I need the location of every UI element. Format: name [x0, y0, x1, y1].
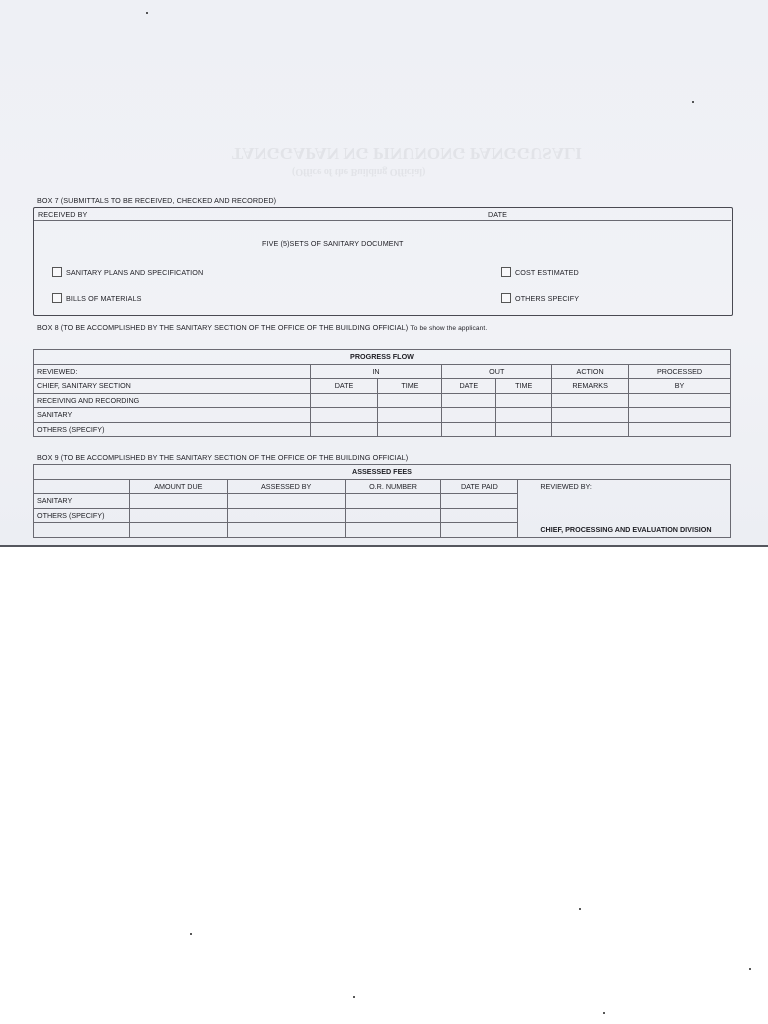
speck	[579, 908, 581, 910]
out-time-cell[interactable]	[496, 393, 552, 408]
table-row	[34, 422, 731, 437]
five-sets-label: FIVE (5)SETS OF SANITARY DOCUMENT	[262, 239, 404, 248]
cost-estimated-checkbox[interactable]	[501, 267, 511, 277]
or-number-cell[interactable]	[345, 494, 441, 509]
sanitary-plans-checkbox[interactable]	[52, 267, 62, 277]
out-date-cell[interactable]	[442, 393, 496, 408]
out-time-cell[interactable]	[496, 422, 552, 437]
row-label: OTHERS (SPECIFY)	[34, 422, 311, 437]
bills-of-materials-checkbox[interactable]	[52, 293, 62, 303]
processed-by-cell[interactable]	[629, 408, 731, 423]
assessed-fees-table	[33, 464, 731, 538]
sanitary-plans-label: SANITARY PLANS AND SPECIFICATION	[66, 268, 204, 277]
in-date-cell[interactable]	[310, 422, 378, 437]
reviewed-by-label: REVIEWED BY:	[540, 481, 592, 491]
date-label: DATE	[488, 210, 508, 219]
in-date-cell[interactable]	[310, 393, 378, 408]
remarks-cell[interactable]	[552, 393, 629, 408]
processed-by-cell[interactable]	[629, 393, 731, 408]
amount-due-cell[interactable]	[129, 523, 227, 538]
speck	[353, 996, 355, 998]
speck	[190, 933, 192, 935]
box8-heading-main: BOX 8 (TO BE ACCOMPLISHED BY THE SANITARY SECTION OF THE OFFICE OF THE BUILDING OFFICIAL)	[37, 323, 409, 332]
in-time-header: TIME	[378, 379, 442, 394]
row-label: OTHERS (SPECIFY)	[34, 508, 130, 523]
table-row	[34, 408, 731, 423]
blank-header	[34, 479, 130, 494]
processed-header: PROCESSED	[629, 364, 731, 379]
table-row	[34, 393, 731, 408]
box8-heading	[37, 323, 487, 332]
in-time-cell[interactable]	[378, 393, 442, 408]
progress-flow-table	[33, 349, 731, 437]
box7-heading: BOX 7 (SUBMITTALS TO BE RECEIVED, CHECKED AND RECORDED)	[37, 196, 277, 205]
row-label	[34, 523, 130, 538]
amount-due-cell[interactable]	[129, 494, 227, 509]
in-header: IN	[310, 364, 442, 379]
out-date-cell[interactable]	[442, 422, 496, 437]
cost-estimated-label: COST ESTIMATED	[515, 268, 579, 277]
box7-divider	[34, 220, 731, 221]
in-time-cell[interactable]	[378, 422, 442, 437]
out-header: OUT	[442, 364, 552, 379]
or-number-header: O.R. NUMBER	[345, 479, 441, 494]
box9-heading: BOX 9 (TO BE ACCOMPLISHED BY THE SANITARY SECTION OF THE OFFICE OF THE BUILDING OFFICIAL)	[37, 453, 409, 462]
reviewed-by-cell[interactable]	[518, 479, 731, 537]
assessed-by-cell[interactable]	[227, 523, 345, 538]
amount-due-header: AMOUNT DUE	[129, 479, 227, 494]
chief-sanitary-label: CHIEF, SANITARY SECTION	[34, 379, 311, 394]
action-header: ACTION	[552, 364, 629, 379]
speck	[692, 101, 694, 103]
remarks-cell[interactable]	[552, 408, 629, 423]
assessed-fees-title: ASSESSED FEES	[34, 465, 731, 480]
date-paid-cell[interactable]	[441, 508, 518, 523]
date-paid-cell[interactable]	[441, 523, 518, 538]
date-paid-header: DATE PAID	[441, 479, 518, 494]
or-number-cell[interactable]	[345, 508, 441, 523]
box8-heading-note: To be show the applicant.	[410, 325, 488, 332]
amount-due-cell[interactable]	[129, 508, 227, 523]
out-time-header: TIME	[496, 379, 552, 394]
out-date-header: DATE	[442, 379, 496, 394]
out-date-cell[interactable]	[442, 408, 496, 423]
others-specify-label: OTHERS SPECIFY	[515, 294, 580, 303]
row-label: SANITARY	[34, 408, 311, 423]
reviewed-label: REVIEWED:	[34, 364, 311, 379]
bleed-through-title: TANGGAPAN NG PINUNONG PANGGUSALI	[232, 144, 582, 163]
assessed-by-header: ASSESSED BY	[227, 479, 345, 494]
remarks-cell[interactable]	[552, 422, 629, 437]
in-date-header: DATE	[310, 379, 378, 394]
bills-of-materials-label: BILLS OF MATERIALS	[66, 294, 142, 303]
row-label: RECEIVING AND RECORDING	[34, 393, 311, 408]
received-by-label: RECEIVED BY	[38, 210, 88, 219]
others-specify-checkbox[interactable]	[501, 293, 511, 303]
in-time-cell[interactable]	[378, 408, 442, 423]
signatory-label: CHIEF, PROCESSING AND EVALUATION DIVISION	[540, 524, 712, 534]
in-date-cell[interactable]	[310, 408, 378, 423]
date-paid-cell[interactable]	[441, 494, 518, 509]
speck	[749, 968, 751, 970]
out-time-cell[interactable]	[496, 408, 552, 423]
bleed-through-subtitle: (Office of the Building Official)	[292, 166, 426, 177]
processed-by-cell[interactable]	[629, 422, 731, 437]
row-label: SANITARY	[34, 494, 130, 509]
assessed-by-cell[interactable]	[227, 508, 345, 523]
remarks-header: REMARKS	[552, 379, 629, 394]
or-number-cell[interactable]	[345, 523, 441, 538]
progress-flow-title: PROGRESS FLOW	[34, 350, 731, 365]
assessed-by-cell[interactable]	[227, 494, 345, 509]
by-header: BY	[629, 379, 731, 394]
speck	[603, 1012, 605, 1014]
speck	[146, 12, 148, 14]
